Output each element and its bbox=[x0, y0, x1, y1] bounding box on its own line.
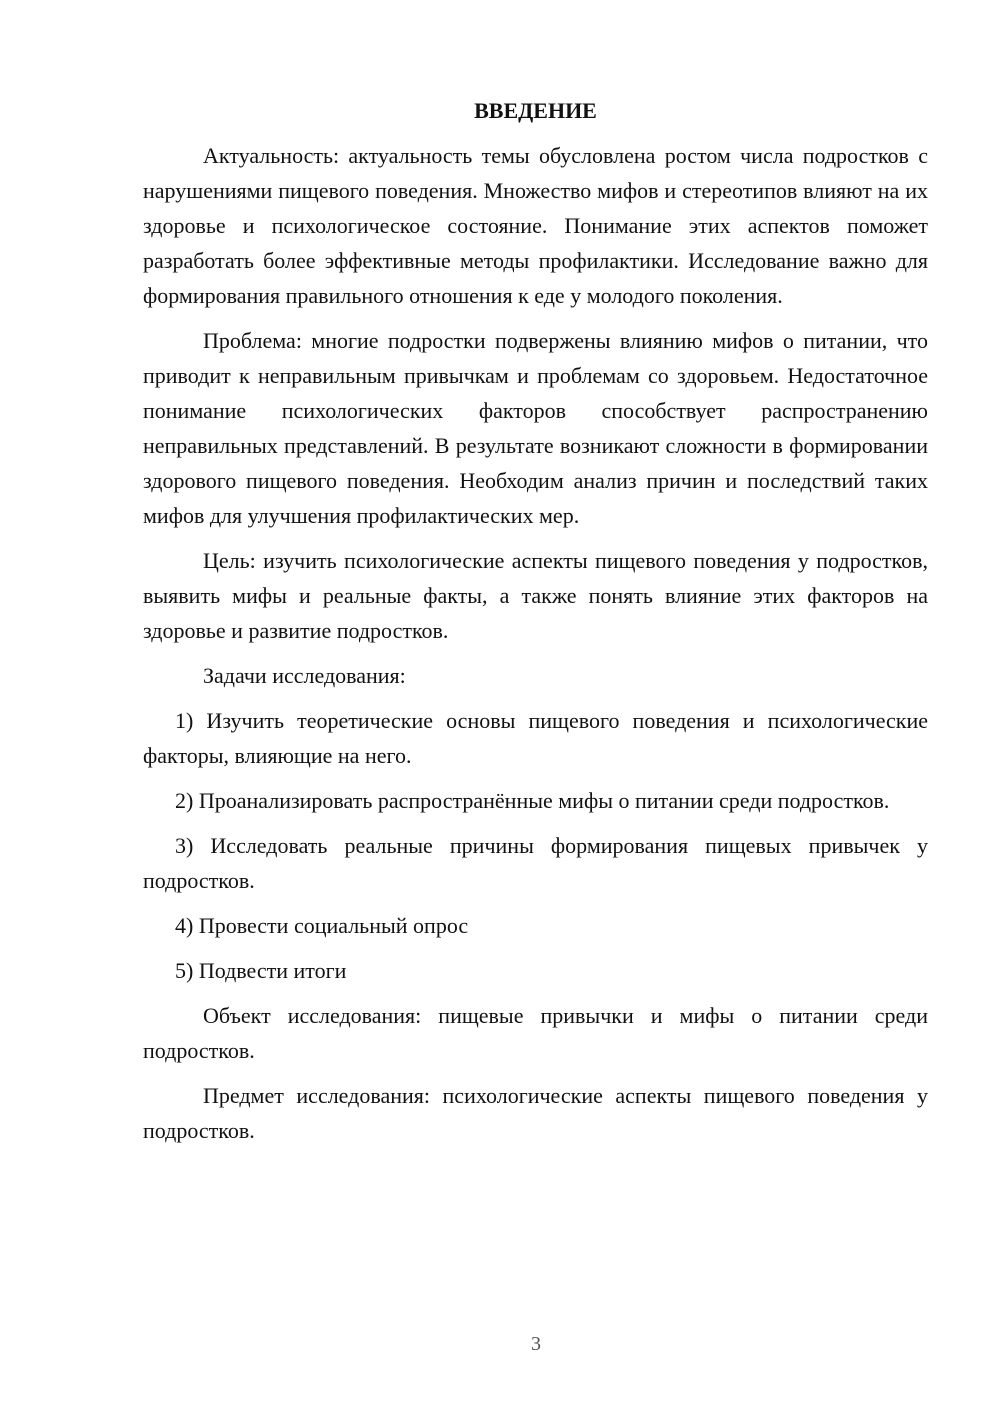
problem-paragraph: Проблема: многие подростки подвержены влиянию мифов о питании, что приводит к неправильным привычкам и проблемам со здоровьем. Недостаточное понимание психологических факторов способствует распространению неправильных представлений. В результате возникают сложности в формировании здорового пищевого поведения. Необходим анализ причин и последствий таких мифов для улучшения профилактических мер. bbox=[143, 328, 928, 528]
page-content bbox=[143, 96, 928, 1158]
goal-paragraph: Цель: изучить психологические аспекты пищевого поведения у подростков, выявить мифы и реальные факты, а также понять влияние этих факторов на здоровье и развитие подростков. bbox=[143, 548, 928, 643]
task-item-5: 5) Подвести итоги bbox=[175, 958, 347, 983]
tasks-heading: Задачи исследования: bbox=[203, 663, 406, 688]
research-object-paragraph: Объект исследования: пищевые привычки и мифы о питании среди подростков. bbox=[143, 1003, 928, 1063]
section-title: ВВЕДЕНИЕ bbox=[474, 98, 597, 123]
task-item-3: 3) Исследовать реальные причины формирования пищевых привычек у подростков. bbox=[143, 833, 928, 893]
page-number: 3 bbox=[531, 1333, 541, 1355]
relevance-paragraph: Актуальность: актуальность темы обусловлена ростом числа подростков с нарушениями пищевого поведения. Множество мифов и стереотипов влияют на их здоровье и психологическое состояние. Понимание этих аспектов поможет разработать более эффективные методы профилактики. Исследование важно для формирования правильного отношения к еде у молодого поколения. bbox=[143, 143, 928, 308]
research-subject-paragraph: Предмет исследования: психологические аспекты пищевого поведения у подростков. bbox=[143, 1083, 928, 1143]
task-item-4: 4) Провести социальный опрос bbox=[175, 913, 469, 938]
task-item-2: 2) Проанализировать распространённые мифы о питании среди подростков. bbox=[175, 788, 890, 813]
task-item-1: 1) Изучить теоретические основы пищевого поведения и психологические факторы, влияющие на него. bbox=[143, 708, 928, 768]
